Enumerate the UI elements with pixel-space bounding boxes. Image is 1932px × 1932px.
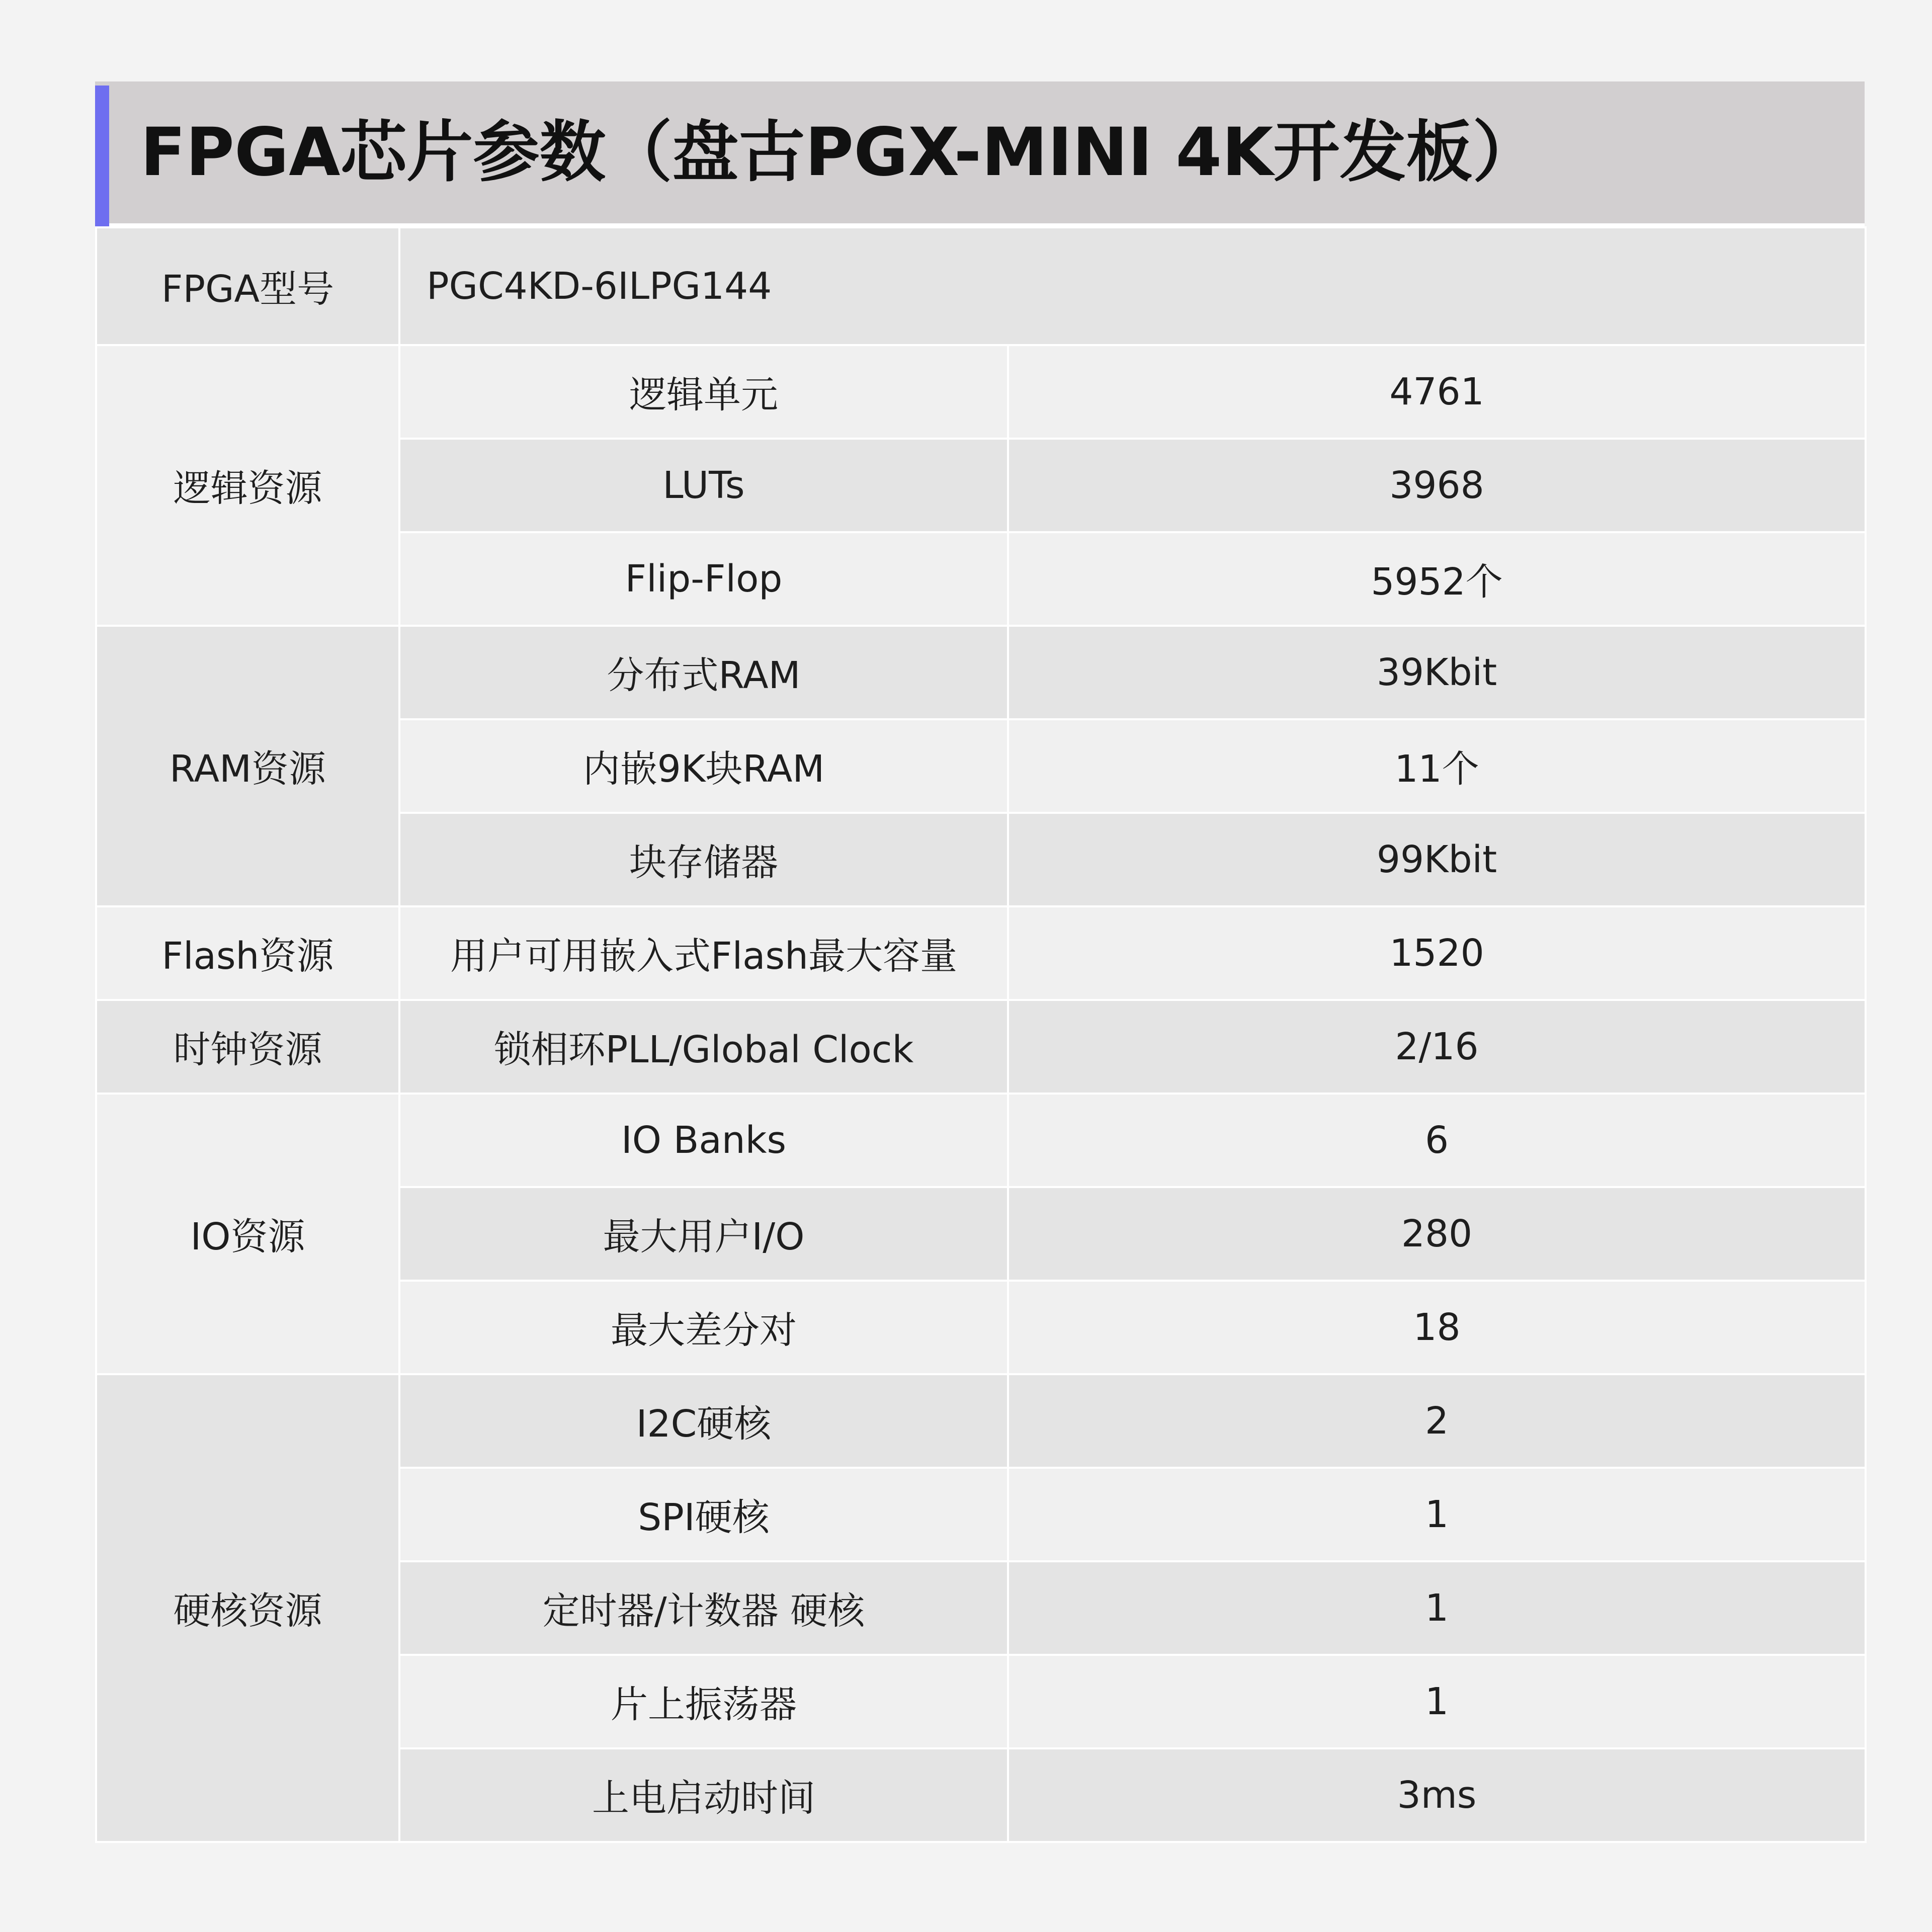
param-name: 片上振荡器	[399, 1655, 1008, 1748]
param-value: 1	[1008, 1468, 1866, 1561]
param-value: 3ms	[1008, 1748, 1866, 1842]
group-label-clock: 时钟资源	[96, 1000, 399, 1094]
param-name: SPI硬核	[399, 1468, 1008, 1561]
param-name: 分布式RAM	[399, 626, 1008, 719]
param-value: 1	[1008, 1561, 1866, 1655]
param-name: 最大差分对	[399, 1281, 1008, 1374]
param-name: 锁相环PLL/Global Clock	[399, 1000, 1008, 1094]
group-label-logic: 逻辑资源	[96, 345, 399, 626]
param-value: 280	[1008, 1187, 1866, 1281]
param-name: Flip-Flop	[399, 532, 1008, 626]
param-value: 18	[1008, 1281, 1866, 1374]
param-name: 上电启动时间	[399, 1748, 1008, 1842]
param-value: 2/16	[1008, 1000, 1866, 1094]
group-label-hardcore: 硬核资源	[96, 1374, 399, 1842]
table-row	[96, 1374, 1866, 1468]
param-name: 内嵌9K块RAM	[399, 719, 1008, 813]
table-row-model	[96, 227, 1866, 345]
param-value: 11个	[1008, 719, 1866, 813]
table-row	[96, 1094, 1866, 1187]
param-value: 99Kbit	[1008, 813, 1866, 906]
model-value: PGC4KD-6ILPG144	[399, 227, 1866, 345]
page-title: FPGA芯片参数（盘古PGX-MINI 4K开发板）	[140, 114, 1539, 191]
table-row	[96, 345, 1866, 439]
model-label: FPGA型号	[96, 227, 399, 345]
table-row	[96, 626, 1866, 719]
param-value: 3968	[1008, 439, 1866, 532]
param-name: 最大用户I/O	[399, 1187, 1008, 1281]
param-name: 用户可用嵌入式Flash最大容量	[399, 906, 1008, 1000]
param-value: 2	[1008, 1374, 1866, 1468]
param-name: LUTs	[399, 439, 1008, 532]
param-value: 4761	[1008, 345, 1866, 439]
table-row	[96, 906, 1866, 1000]
param-value: 6	[1008, 1094, 1866, 1187]
param-value: 39Kbit	[1008, 626, 1866, 719]
param-value: 1520	[1008, 906, 1866, 1000]
spec-table	[95, 226, 1867, 1843]
param-name: IO Banks	[399, 1094, 1008, 1187]
title-bar	[95, 81, 1865, 226]
group-label-ram: RAM资源	[96, 626, 399, 906]
param-name: 逻辑单元	[399, 345, 1008, 439]
param-name: 定时器/计数器 硬核	[399, 1561, 1008, 1655]
param-name: 块存储器	[399, 813, 1008, 906]
param-value: 5952个	[1008, 532, 1866, 626]
group-label-flash: Flash资源	[96, 906, 399, 1000]
param-value: 1	[1008, 1655, 1866, 1748]
group-label-io: IO资源	[96, 1094, 399, 1374]
param-name: I2C硬核	[399, 1374, 1008, 1468]
spec-card	[95, 81, 1865, 1843]
title-accent-bar	[95, 86, 109, 226]
table-row	[96, 1000, 1866, 1094]
